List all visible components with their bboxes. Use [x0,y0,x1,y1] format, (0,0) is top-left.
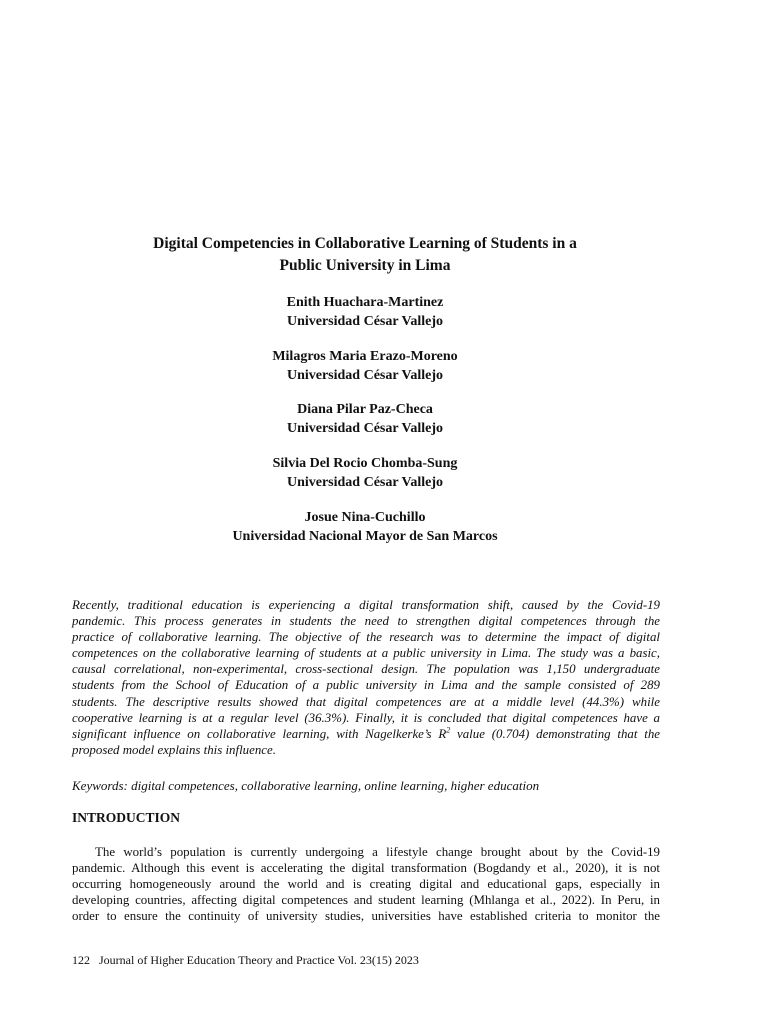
abstract-line: proposed model explains this influence. [72,742,276,757]
author-block [0,509,730,546]
journal-citation: Journal of Higher Education Theory and Practice Vol. 23(15) 2023 [99,953,419,967]
abstract-line: competences on the collaborative learning of students at a public university in Lima. The study was a basic, [72,646,660,661]
page-footer [72,953,419,967]
abstract-text: significant influence on collaborative learning, with Nagelkerke’s R [72,726,447,741]
keywords: Keywords: digital competences, collaborative learning, online learning, higher education [72,778,540,793]
abstract-line: pandemic. This process generates in students the need to strengthen digital competences through the [72,614,660,629]
abstract-line: cooperative learning is at a regular level (36.3%). Finally, it is concluded that digital competences have a [72,710,660,725]
author-affiliation: Universidad César Vallejo [286,420,444,436]
author-block [0,455,730,492]
author-affiliation: Universidad César Vallejo [286,474,444,490]
author-affiliation: Universidad César Vallejo [286,367,444,383]
superscript: 2 [446,725,451,735]
abstract-line: practice of collaborative learning. The objective of the research was to determine the impact of digital [72,630,660,645]
abstract-line-with-superscript [72,726,660,742]
author-name: Silvia Del Rocio Chomba-Sung [272,456,458,471]
author-affiliation: Universidad César Vallejo [286,313,444,329]
abstract-line: causal correlational, non-experimental, cross-sectional design. The population was 1,150 undergraduate [72,662,660,677]
paragraph-line: pandemic. Although this event is accelerating the digital transformation (Bogdandy et al., 2020), it is not [72,861,660,876]
paper-title [0,233,730,277]
abstract-line: students from the School of Education of a public university in Lima and the sample consisted of 289 [72,678,660,693]
author-block [0,348,730,385]
section-heading: INTRODUCTION [72,810,181,825]
author-name: Milagros Maria Erazo-Moreno [272,349,458,364]
abstract-line: Recently, traditional education is experiencing a digital transformation shift, caused by the Covid-19 [72,598,660,612]
author-name: Diana Pilar Paz-Checa [297,402,433,417]
abstract [72,597,660,758]
title-line-1: Digital Competencies in Collaborative Learning of Students in a [153,235,577,252]
author-name: Josue Nina-Cuchillo [304,510,426,525]
introduction-paragraph [72,844,660,924]
author-affiliation: Universidad Nacional Mayor de San Marcos [232,528,498,544]
abstract-text: value (0.704) demonstrating that the [450,726,660,741]
abstract-line: students. The descriptive results showed that digital competences are at a middle level (44.3%) while [72,694,660,709]
author-block [0,294,730,331]
author-block [0,401,730,438]
paragraph-line: order to ensure the continuity of university studies, universities have established criteria to monitor the [72,909,660,924]
author-name: Enith Huachara-Martinez [286,295,444,310]
paragraph-line: occurring homogeneously around the world and is creating digital and educational gaps, especially in [72,877,660,892]
paragraph-line: developing countries, affecting digital competences and student learning (Mhlanga et al., 2022). In Peru, in [72,893,660,908]
paragraph-line: The world’s population is currently undergoing a lifestyle change brought about by the Covid-19 [95,845,660,859]
title-line-2: Public University in Lima [279,257,451,274]
page-number: 122 [72,953,90,967]
